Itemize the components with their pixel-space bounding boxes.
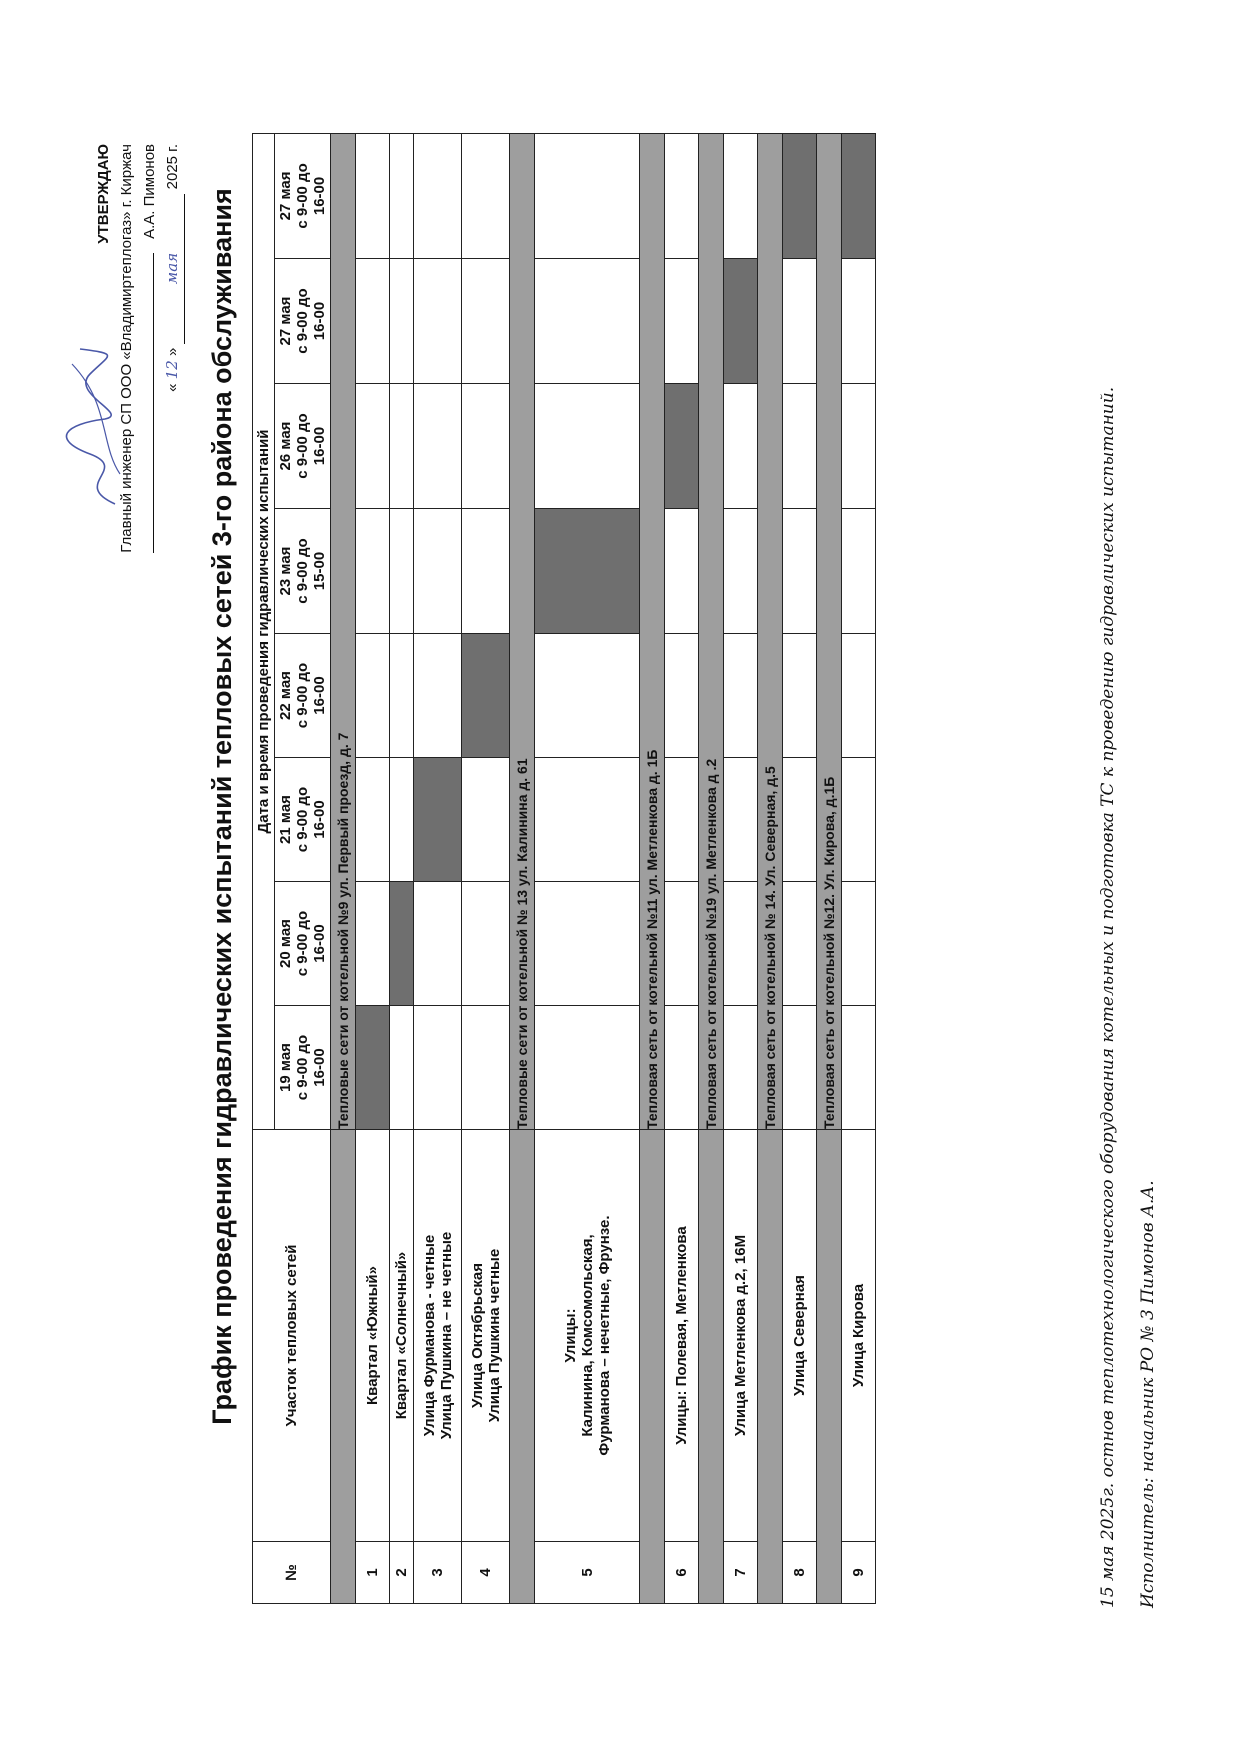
table-row [783,133,817,1603]
schedule-cell [462,509,510,634]
schedule-cell [462,1006,510,1130]
schedule-cell [356,758,390,882]
footer-executor: Исполнитель: начальник РО № 3 Пимонов А.А. [1138,1180,1158,1608]
schedule-cell [842,133,876,258]
schedule-cell [535,1006,640,1130]
schedule-cell [462,384,510,509]
section-row [817,133,842,1603]
header-area: Участок тепловых сетей [253,1130,331,1542]
schedule-cell [356,133,390,258]
schedule-cell [414,758,462,882]
schedule-cell [535,634,640,758]
section-spacer [699,1130,724,1604]
schedule-cell [414,634,462,758]
schedule-cell [665,259,699,384]
schedule-cell [356,634,390,758]
schedule-cell [783,634,817,758]
schedule-cell [356,384,390,509]
section-row [331,133,356,1603]
schedule-cell [665,509,699,634]
footer-note: 15 мая 2025г. остнов теплотехнологического оборудования котельных и подготовка ТС к проведению гидравлических испытаний. [1098,386,1118,1608]
row-area: Улицы: Калинина, Комсомольская, Фурманова – нечетные, Фрунзе. [535,1130,640,1542]
approval-year: 2025 г. [164,144,181,190]
signature-line [139,253,154,553]
schedule-cell [842,882,876,1006]
schedule-cell [356,509,390,634]
table-row [535,133,640,1603]
section-row [510,133,535,1603]
schedule-cell [535,133,640,258]
schedule-cell [783,509,817,634]
section-label: Тепловая сеть от котельной №19 ул. Метленкова д .2 [699,133,724,1129]
schedule-cell [390,384,414,509]
schedule-cell [842,259,876,384]
approval-heading: УТВЕРЖДАЮ [95,144,112,244]
row-number: 3 [414,1542,462,1604]
row-area: Улица Фурманова - четные Улица Пушкина – не четные [414,1130,462,1542]
schedule-cell [390,259,414,384]
section-label: Тепловая сеть от котельной № 14. Ул. Северная, д.5 [758,133,783,1129]
schedule-cell [665,384,699,509]
row-area: Квартал «Южный» [356,1130,390,1542]
approval-date: « 12 » мая 2025 г. [161,144,185,604]
approval-name-line [138,144,161,604]
schedule-cell [783,384,817,509]
schedule-cell [462,758,510,882]
approval-block [92,144,185,604]
schedule-cell [724,882,758,1006]
schedule-cell [783,758,817,882]
schedule-cell [356,882,390,1006]
section-row [699,133,724,1603]
section-label: Тепловая сеть от котельной №12. Ул. Кирова, д.1Б [817,133,842,1129]
schedule-cell [390,1006,414,1130]
date-header-2: 21 мая с 9-00 до 16-00 [275,758,331,882]
date-header-5: 26 мая с 9-00 до 16-00 [275,384,331,509]
schedule-cell [390,133,414,258]
row-area: Улица Северная [783,1130,817,1542]
date-header-3: 22 мая с 9-00 до 16-00 [275,634,331,758]
table-row [724,133,758,1603]
schedule-cell [724,259,758,384]
schedule-cell [535,384,640,509]
schedule-cell [783,133,817,258]
schedule-body [331,133,876,1603]
row-area: Квартал «Солнечный» [390,1130,414,1542]
schedule-cell [535,259,640,384]
table-row [842,133,876,1603]
row-number: 6 [665,1542,699,1604]
schedule-cell [414,384,462,509]
table-row [462,133,510,1603]
schedule-cell [414,259,462,384]
schedule-cell [842,634,876,758]
approval-position: Главный инженер СП ООО «Владимиртеплогаз» г. Киржач [118,144,135,553]
row-area: Улица Метленкова д.2, 16М [724,1130,758,1542]
schedule-cell [783,259,817,384]
schedule-cell [842,509,876,634]
schedule-cell [665,634,699,758]
schedule-cell [665,882,699,1006]
section-row [758,133,783,1603]
table-row [665,133,699,1603]
approval-day: 12 [163,360,181,380]
schedule-cell [665,133,699,258]
schedule-cell [535,882,640,1006]
schedule-cell [414,1006,462,1130]
row-number: 7 [724,1542,758,1604]
schedule-cell [535,509,640,634]
section-spacer [817,1130,842,1604]
date-header-1: 20 мая с 9-00 до 16-00 [275,882,331,1006]
schedule-cell [724,634,758,758]
table-row [356,133,390,1603]
schedule-cell [665,758,699,882]
section-label: Тепловая сеть от котельной №11 ул. Метленкова д. 1Б [640,133,665,1129]
section-spacer [758,1130,783,1604]
approval-name: А.А. Пимонов [141,144,158,239]
schedule-cell [783,1006,817,1130]
schedule-cell [414,133,462,258]
row-number: 2 [390,1542,414,1604]
schedule-cell [462,634,510,758]
section-spacer [640,1130,665,1604]
schedule-cell [842,384,876,509]
schedule-cell [390,509,414,634]
section-row [640,133,665,1603]
row-number: 9 [842,1542,876,1604]
header-num: № [253,1542,331,1604]
schedule-cell [535,758,640,882]
date-header-6: 27 мая с 9-00 до 16-00 [275,259,331,384]
schedule-cell [390,634,414,758]
schedule-cell [724,1006,758,1130]
schedule-cell [356,259,390,384]
schedule-cell [783,882,817,1006]
row-number: 1 [356,1542,390,1604]
section-label: Тепловые сети от котельной № 13 ул. Калинина д. 61 [510,133,535,1129]
header-dates-group: Дата и время проведения гидравлических испытаний [253,133,275,1129]
schedule-cell [390,882,414,1006]
schedule-cell [414,882,462,1006]
row-area: Улицы: Полевая, Метленкова [665,1130,699,1542]
date-header-7: 27 мая с 9-00 до 16-00 [275,133,331,258]
row-number: 4 [462,1542,510,1604]
schedule-cell [842,1006,876,1130]
schedule-table [252,133,876,1604]
schedule-cell [462,133,510,258]
date-header-4: 23 мая с 9-00 до 15-00 [275,509,331,634]
schedule-cell [462,882,510,1006]
row-number: 8 [783,1542,817,1604]
schedule-cell [724,384,758,509]
schedule-cell [724,509,758,634]
schedule-cell [356,1006,390,1130]
table-row [414,133,462,1603]
date-header-0: 19 мая с 9-00 до 16-00 [275,1006,331,1130]
section-spacer [510,1130,535,1604]
schedule-cell [414,509,462,634]
schedule-cell [665,1006,699,1130]
approval-month: мая [163,252,181,285]
schedule-cell [724,133,758,258]
table-row [390,133,414,1603]
row-area: Улица Октябрьская Улица Пушкина четные [462,1130,510,1542]
section-spacer [331,1130,356,1604]
row-area: Улица Кирова [842,1130,876,1542]
section-label: Тепловые сети от котельной №9 ул. Первый проезд, д. 7 [331,133,356,1129]
schedule-cell [462,259,510,384]
row-number: 5 [535,1542,640,1604]
schedule-cell [842,758,876,882]
schedule-cell [390,758,414,882]
document-title: График проведения гидравлических испытаний тепловых сетей 3-го района обслуживания [207,188,237,1425]
schedule-cell [724,758,758,882]
